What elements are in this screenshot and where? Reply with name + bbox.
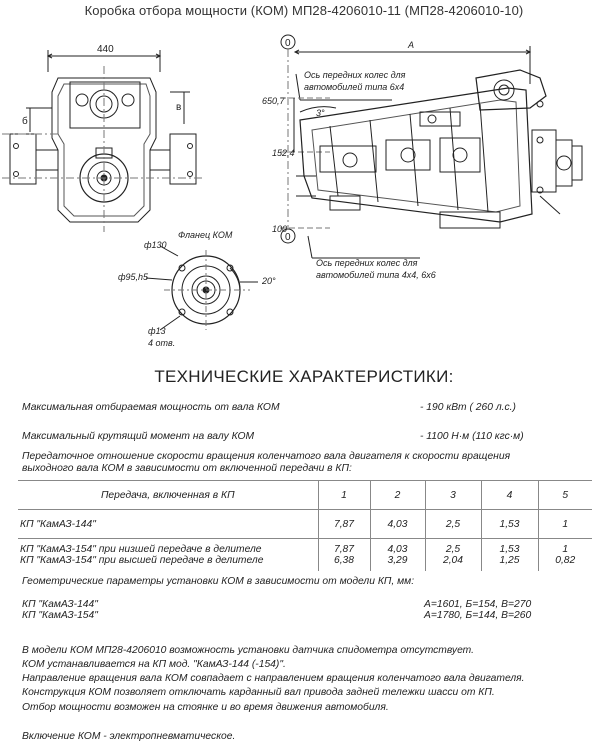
dim-b-label: б [22,116,28,127]
power-value: - 190 кВт ( 260 л.с.) [420,402,516,413]
table-header-cell: 5 [538,481,592,510]
table-cell: 4,03 [370,539,425,556]
zero-bottom-label: 0 [285,232,291,243]
geometry-row-label: КП "КамАЗ-144" [22,599,98,610]
table-cell: 1 [538,510,592,539]
geometry-heading: Геометрические параметры установки КОМ в зависимости от модели КП, мм: [22,576,415,587]
table-row [18,510,592,539]
axle-note-1a: Ось передних колес для [304,70,406,80]
ratio-text-line1: Передаточное отношение скорости вращения коленчатого вала двигателя к скорости вращения [22,451,511,462]
table-header-cell: 2 [370,481,425,510]
note-item: Направление вращения вала КОМ совпадает с направлением вращения коленчатого вала двигателя. [22,673,525,684]
dim-95-label: ф95,h5 [118,272,149,282]
table-row [18,555,592,571]
dim-650-label: 650,7 [262,96,285,106]
table-cell: 4,03 [370,510,425,539]
torque-value: - 1100 Н·м (110 кгс·м) [420,431,524,442]
axle-note-2b: автомобилей типа 4х4, 6х6 [316,270,436,280]
flange-view [146,246,258,330]
front-view [2,50,204,232]
note-item: Конструкция КОМ позволяет отключать карданный вал привода задней тележки шасси от КП. [22,687,495,698]
gear-ratio-table [18,480,592,571]
flange-label: Фланец КОМ [178,230,233,240]
table-cell: 1,25 [481,555,538,571]
axle-note-1b: автомобилей типа 6х4 [304,82,405,92]
table-cell: 6,38 [318,555,370,571]
holes-label: 4 отв. [148,338,176,348]
table-cell: 1 [538,539,592,556]
table-header-cell: 4 [481,481,538,510]
table-cell: 2,5 [425,539,481,556]
angle-20-label: 20° [262,276,276,286]
axle-note-2a: Ось передних колес для [316,258,418,268]
dim-a-label: А [408,40,415,50]
dim-13-label: ф13 [148,326,166,336]
dim-130-label: ф130 [144,240,167,250]
table-row-label: КП "КамАЗ-154" при низшей передаче в делителе [18,539,318,556]
note-item: В модели КОМ МП28-4206010 возможность установки датчика спидометра отсутствует. [22,645,475,656]
dim-v-label: в [176,102,182,113]
table-cell: 7,87 [318,510,370,539]
table-header-cell: 3 [425,481,481,510]
dim-100-label: 100 [272,224,288,234]
table-header-cell: 1 [318,481,370,510]
table-cell: 0,82 [538,555,592,571]
table-cell: 7,87 [318,539,370,556]
table-header-label: Передача, включенная в КП [18,481,318,510]
geometry-row-value: А=1601, Б=154, В=270 [424,599,532,610]
technical-drawing [0,18,608,363]
power-label: Максимальная отбираемая мощность от вала КОМ [22,402,280,413]
dim-width-label: 440 [97,44,114,55]
geometry-row-label: КП "КамАЗ-154" [22,610,98,621]
table-cell: 1,53 [481,539,538,556]
side-view [280,35,582,258]
torque-label: Максимальный крутящий момент на валу КОМ [22,431,255,442]
dim-152-label: 152,4 [272,148,295,158]
table-cell: 1,53 [481,510,538,539]
note-item: Отбор мощности возможен на стоянке и во время движения автомобиля. [22,702,389,713]
page-title: Коробка отбора мощности (КОМ) МП28-4206010-11 (МП28-4206010-10) [84,3,524,18]
geometry-row-value: А=1780, Б=144, В=260 [424,610,532,621]
specs-heading: ТЕХНИЧЕСКИЕ ХАРАКТЕРИСТИКИ: [154,367,454,386]
table-row [18,539,592,556]
table-cell: 2,04 [425,555,481,571]
table-row-label: КП "КамАЗ-154" при высшей передаче в делителе [20,555,264,566]
footer-note: Включение КОМ - электропневматическое. [22,731,236,742]
note-item: КОМ устанавливается на КП мод. "КамАЗ-144 (-154)". [22,659,286,670]
table-cell: 2,5 [425,510,481,539]
table-row-label: КП "КамАЗ-144" [18,510,318,539]
table-cell: 3,29 [370,555,425,571]
zero-top-label: 0 [285,38,291,49]
ratio-text-line2: выходного вала КОМ в зависимости от включенной передачи в КП: [22,463,352,474]
table-header-row [18,481,592,510]
angle-3-label: 3° [316,108,325,118]
